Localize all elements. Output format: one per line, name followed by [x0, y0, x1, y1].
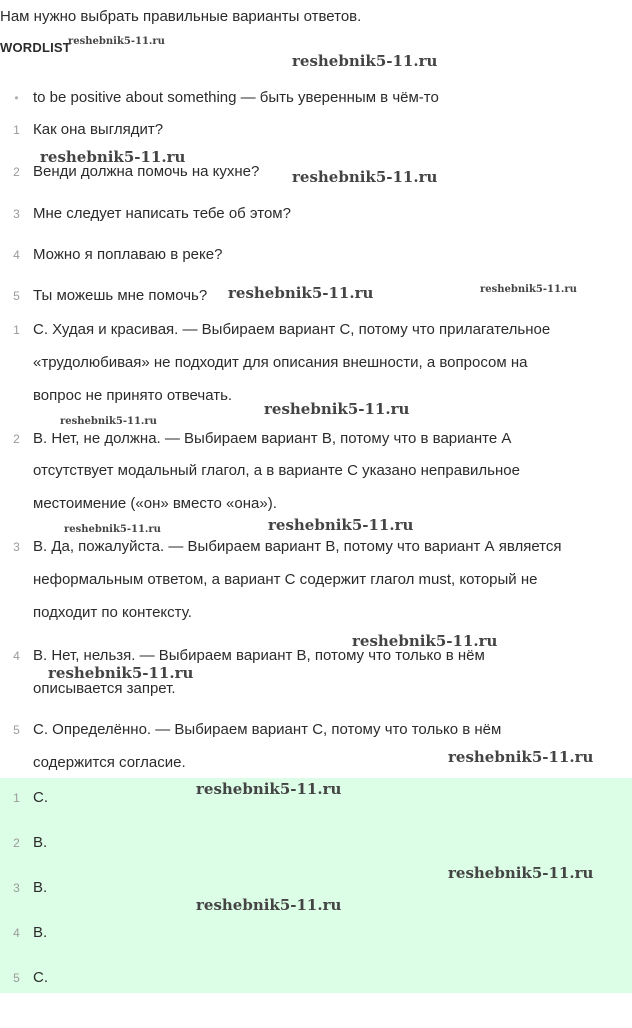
question-item: [0, 246, 222, 263]
explanation-text: подходит по контексту.: [33, 604, 192, 621]
explanation-line: [0, 647, 485, 664]
answer-text: В.: [33, 924, 48, 941]
answers-panel: [0, 778, 632, 993]
answer-item: [0, 834, 47, 851]
question-text: Ты можешь мне помочь?: [33, 287, 208, 304]
explanation-line: [0, 430, 511, 447]
watermark: reshebnik5-11.ru: [228, 284, 374, 302]
watermark: reshebnik5-11.ru: [68, 36, 165, 47]
answer-item: [0, 924, 47, 941]
answer-number: 5: [13, 971, 20, 985]
explanation-line: [0, 571, 537, 588]
explanation-text: С. Определённо. — Выбираем вариант С, потому что только в нём: [33, 721, 502, 738]
explanation-number: 4: [13, 649, 20, 663]
explanation-text: В. Нет, не должна. — Выбираем вариант В, потому что в варианте А: [33, 430, 512, 447]
explanation-number: 2: [13, 432, 20, 446]
question-item: [0, 121, 163, 138]
watermark: reshebnik5-11.ru: [196, 896, 342, 914]
bullet-icon: •: [14, 91, 19, 105]
explanation-number: 3: [13, 540, 20, 554]
question-number: 4: [13, 248, 20, 262]
watermark: reshebnik5-11.ru: [196, 780, 342, 798]
answer-text: В.: [33, 834, 48, 851]
answer-text: С.: [33, 969, 48, 986]
explanation-line: [0, 538, 562, 555]
explanation-text: отсутствует модальный глагол, а в варианте С указано неправильное: [33, 462, 520, 479]
question-text: Как она выглядит?: [33, 121, 164, 138]
wordlist-item-text: to be positive about something — быть уверенным в чём-то: [33, 89, 439, 106]
explanation-line: [0, 721, 501, 738]
intro-text: Нам нужно выбрать правильные варианты ответов.: [0, 8, 362, 25]
watermark: reshebnik5-11.ru: [48, 664, 194, 682]
explanation-number: 1: [13, 323, 20, 337]
answer-number: 2: [13, 836, 20, 850]
watermark: reshebnik5-11.ru: [480, 284, 577, 295]
explanation-line: [0, 754, 186, 771]
answer-item: [0, 789, 48, 806]
explanation-text: содержится согласие.: [33, 754, 186, 771]
answer-number: 3: [13, 881, 20, 895]
answer-number: 1: [13, 791, 20, 805]
question-number: 2: [13, 165, 20, 179]
explanation-text: В. Да, пожалуйста. — Выбираем вариант В, потому что вариант А является: [33, 538, 562, 555]
watermark: reshebnik5-11.ru: [268, 516, 414, 534]
explanation-line: [0, 604, 192, 621]
wordlist-item: [0, 89, 439, 106]
watermark: reshebnik5-11.ru: [448, 864, 594, 882]
explanation-number: 5: [13, 723, 20, 737]
explanation-text: местоимение («он» вместо «она»).: [33, 495, 277, 512]
question-number: 5: [13, 289, 20, 303]
watermark: reshebnik5-11.ru: [60, 416, 157, 427]
question-number: 1: [13, 123, 20, 137]
explanation-text: «трудолюбивая» не подходит для описания внешности, а вопросом на: [33, 354, 528, 371]
explanation-line: [0, 321, 550, 338]
answer-text: В.: [33, 879, 48, 896]
explanation-text: С. Худая и красивая. — Выбираем вариант С, потому что прилагательное: [33, 321, 551, 338]
watermark: reshebnik5-11.ru: [292, 52, 438, 70]
watermark: reshebnik5-11.ru: [264, 400, 410, 418]
answer-number: 4: [13, 926, 20, 940]
question-text: Венди должна помочь на кухне?: [33, 163, 260, 180]
watermark: reshebnik5-11.ru: [64, 524, 161, 535]
watermark: reshebnik5-11.ru: [352, 632, 498, 650]
explanation-text: неформальным ответом, а вариант С содержит глагол must, который не: [33, 571, 538, 588]
question-item: [0, 205, 291, 222]
answer-item: [0, 969, 48, 986]
question-item: [0, 287, 207, 304]
watermark: reshebnik5-11.ru: [292, 168, 438, 186]
question-text: Можно я поплаваю в реке?: [33, 246, 223, 263]
question-item: [0, 163, 259, 180]
explanation-line: [0, 462, 520, 479]
explanation-line: [0, 354, 527, 371]
watermark: reshebnik5-11.ru: [448, 748, 594, 766]
answer-item: [0, 879, 47, 896]
explanation-text: описывается запрет.: [33, 680, 176, 697]
explanation-text: В. Нет, нельзя. — Выбираем вариант В, потому что только в нём: [33, 647, 485, 664]
explanation-line: [0, 387, 232, 404]
wordlist-heading: WORDLIST: [0, 40, 71, 55]
watermark: reshebnik5-11.ru: [40, 148, 186, 166]
answer-text: С.: [33, 789, 48, 806]
question-number: 3: [13, 207, 20, 221]
question-text: Мне следует написать тебе об этом?: [33, 205, 291, 222]
explanation-line: [0, 680, 176, 697]
explanation-line: [0, 495, 277, 512]
explanation-text: вопрос не принято отвечать.: [33, 387, 233, 404]
